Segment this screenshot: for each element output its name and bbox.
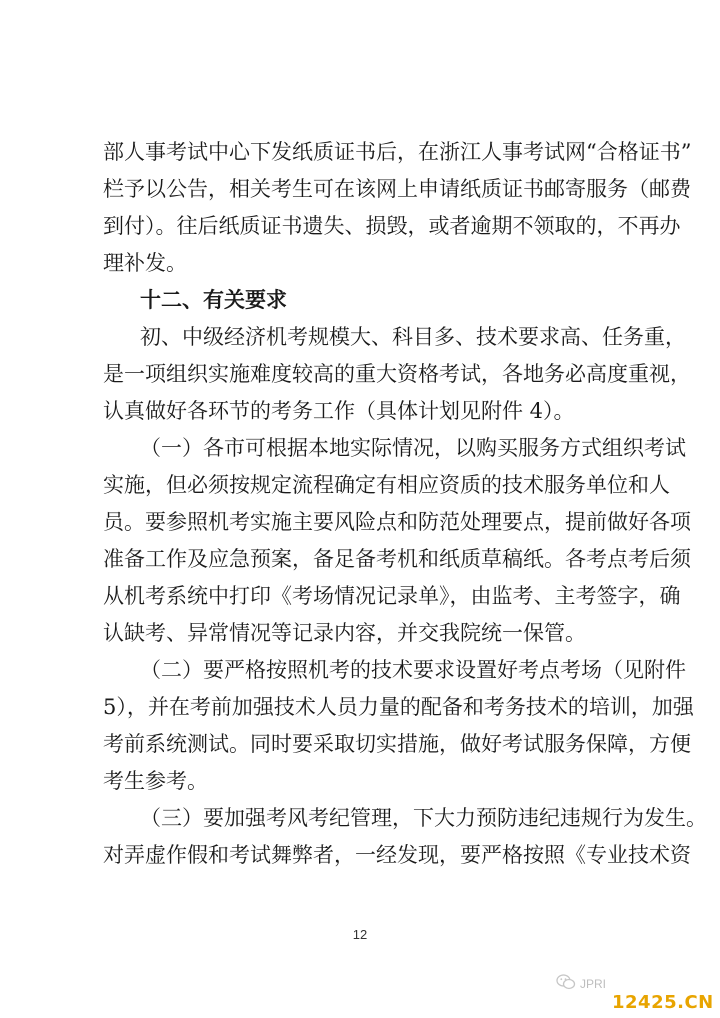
wechat-watermark-text: JPRI — [580, 977, 607, 991]
text-line: 栏予以公告，相关考生可在该网上申请纸质证书邮寄服务（邮费 — [103, 177, 691, 201]
text-line: 理补发。 — [103, 251, 187, 275]
text-line: 准备工作及应急预案，备足备考机和纸质草稿纸。各考点考后须 — [103, 547, 691, 571]
page-number: 12 — [352, 927, 368, 942]
text-line: 是一项组织实施难度较高的重大资格考试，各地务必高度重视， — [103, 362, 691, 386]
text-line: （二）要严格按照机考的技术要求设置好考点考场（见附件 — [140, 658, 686, 682]
text-line: 员。要参照机考实施主要风险点和防范处理要点，提前做好各项 — [103, 510, 691, 534]
text-line: 从机考系统中打印《考场情况记录单》，由监考、主考签字，确 — [103, 584, 681, 608]
text-line: 实施，但必须按规定流程确定有相应资质的技术服务单位和人 — [103, 473, 670, 497]
site-watermark: 12425.CN — [612, 992, 714, 1013]
text-line: 考前系统测试。同时要采取切实措施，做好考试服务保障，方便 — [103, 732, 691, 756]
text-line: （一）各市可根据本地实际情况，以购买服务方式组织考试 — [140, 436, 686, 460]
text-line: 初、中级经济机考规模大、科目多、技术要求高、任务重， — [140, 325, 686, 349]
text-line: 考生参考。 — [103, 769, 208, 793]
text-line: 部人事考试中心下发纸质证书后，在浙江人事考试网“合格证书” — [103, 140, 692, 164]
text-line: （三）要加强考风考纪管理，下大力预防违纪违规行为发生。 — [140, 806, 707, 830]
text-line: 到付）。往后纸质证书遗失、损毁，或者逾期不领取的，不再办 — [103, 214, 681, 238]
wechat-icon — [556, 974, 576, 994]
text-line: 认真做好各环节的考务工作（具体计划见附件 4）。 — [103, 399, 575, 423]
text-line: 认缺考、异常情况等记录内容，并交我院统一保管。 — [103, 621, 586, 645]
section-heading: 十二、有关要求 — [140, 288, 287, 312]
text-line: 5），并在考前加强技术人员力量的配备和考务技术的培训，加强 — [103, 695, 694, 719]
text-line: 对弄虚作假和考试舞弊者，一经发现，要严格按照《专业技术资 — [103, 843, 691, 867]
